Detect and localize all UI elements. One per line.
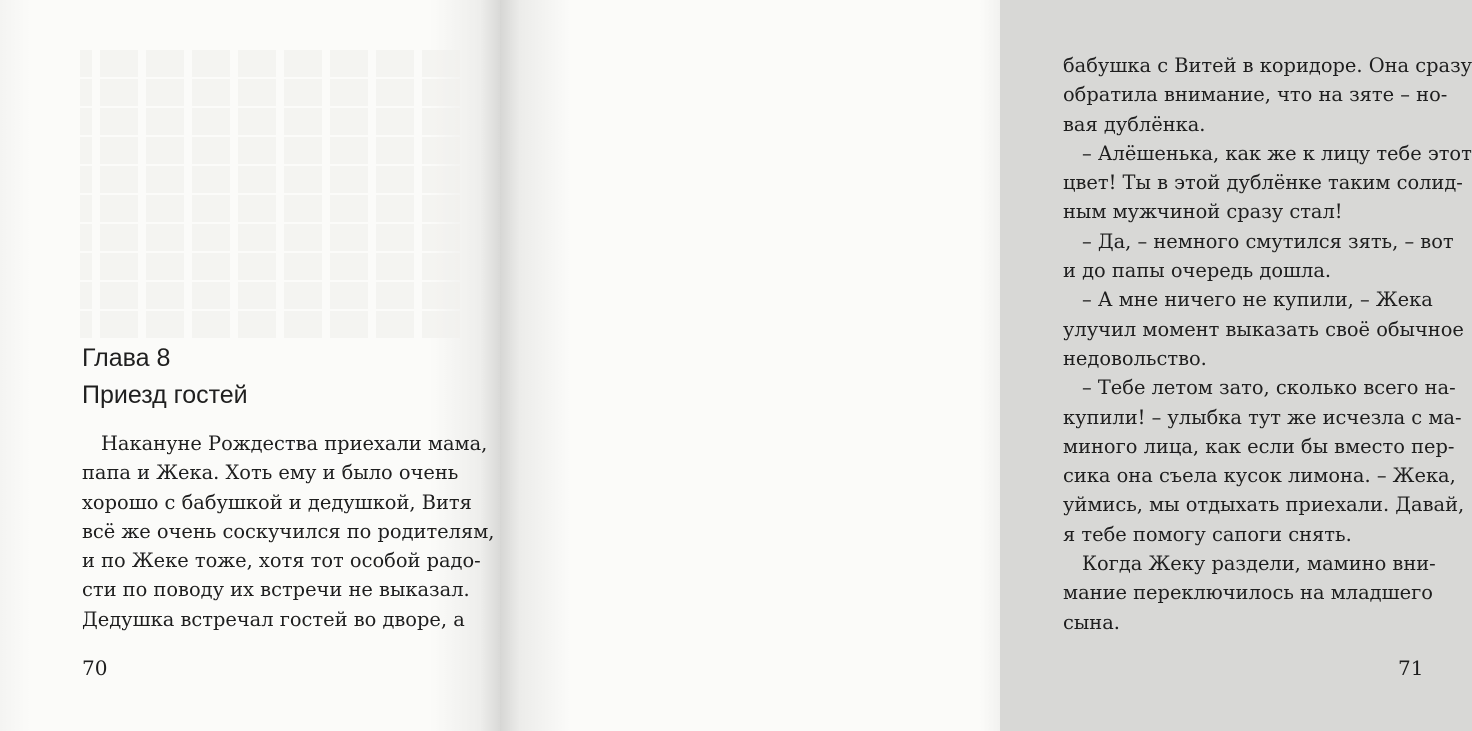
text-line: миного лица, как если бы вместо пер- bbox=[1063, 434, 1455, 458]
text-line: сика она съела кусок лимона. – Жека, bbox=[1063, 464, 1456, 488]
page-number-right: 71 bbox=[1398, 656, 1424, 680]
right-body-text bbox=[1063, 51, 1472, 637]
text-line: – А мне ничего не купили, – Жека bbox=[1082, 288, 1433, 312]
text-line: папа и Жека. Хоть ему и было очень bbox=[82, 461, 459, 485]
text-line: бабушка с Витей в коридоре. Она сразу bbox=[1063, 54, 1472, 77]
text-line: Накануне Рождества приехали мама, bbox=[101, 432, 488, 455]
text-line: – Тебе летом зато, сколько всего на- bbox=[1082, 376, 1456, 400]
text-line: я тебе помогу сапоги снять. bbox=[1063, 522, 1352, 546]
text-line: и до папы очередь дошла. bbox=[1063, 259, 1332, 283]
text-line: хорошо с бабушкой и дедушкой, Витя bbox=[82, 490, 472, 514]
left-body-text bbox=[82, 429, 495, 634]
page-number-left: 70 bbox=[82, 656, 108, 680]
text-line: вая дублёнка. bbox=[1063, 112, 1206, 136]
right-page bbox=[500, 0, 1472, 731]
text-line: Дедушка встречал гостей во дворе, а bbox=[82, 607, 465, 631]
text-line: всё же очень соскучился по родителям, bbox=[82, 519, 495, 543]
text-line: – Алёшенька, как же к лицу тебе этот bbox=[1082, 141, 1472, 165]
text-line: уймись, мы отдыхать приехали. Давай, bbox=[1063, 493, 1465, 517]
chapter-number: Глава 8 bbox=[82, 344, 171, 372]
text-line: мание переключилось на младшего bbox=[1063, 581, 1433, 605]
left-page bbox=[0, 0, 500, 731]
text-line: – Да, – немного смутился зять, – вот bbox=[1082, 229, 1454, 253]
text-line: сына. bbox=[1063, 610, 1120, 634]
text-line: Когда Жеку раздели, мамино вни- bbox=[1082, 552, 1436, 576]
text-line: и по Жеке тоже, хотя тот особой радо- bbox=[82, 549, 481, 573]
text-line: улучил момент выказать своё обычное bbox=[1063, 317, 1464, 341]
chapter-title: Приезд гостей bbox=[82, 381, 248, 409]
text-line: недовольство. bbox=[1063, 346, 1207, 370]
show-through-ghost-text bbox=[80, 50, 460, 340]
chapter-heading bbox=[82, 340, 248, 414]
text-line: купили! – улыбка тут же исчезла с ма- bbox=[1063, 405, 1462, 429]
text-line: обратила внимание, что на зяте – но- bbox=[1063, 83, 1448, 107]
text-line: сти по поводу их встречи не выказал. bbox=[82, 578, 470, 602]
text-line: цвет! Ты в этой дублёнке таким солид- bbox=[1063, 171, 1463, 195]
text-line: ным мужчиной сразу стал! bbox=[1063, 200, 1343, 224]
